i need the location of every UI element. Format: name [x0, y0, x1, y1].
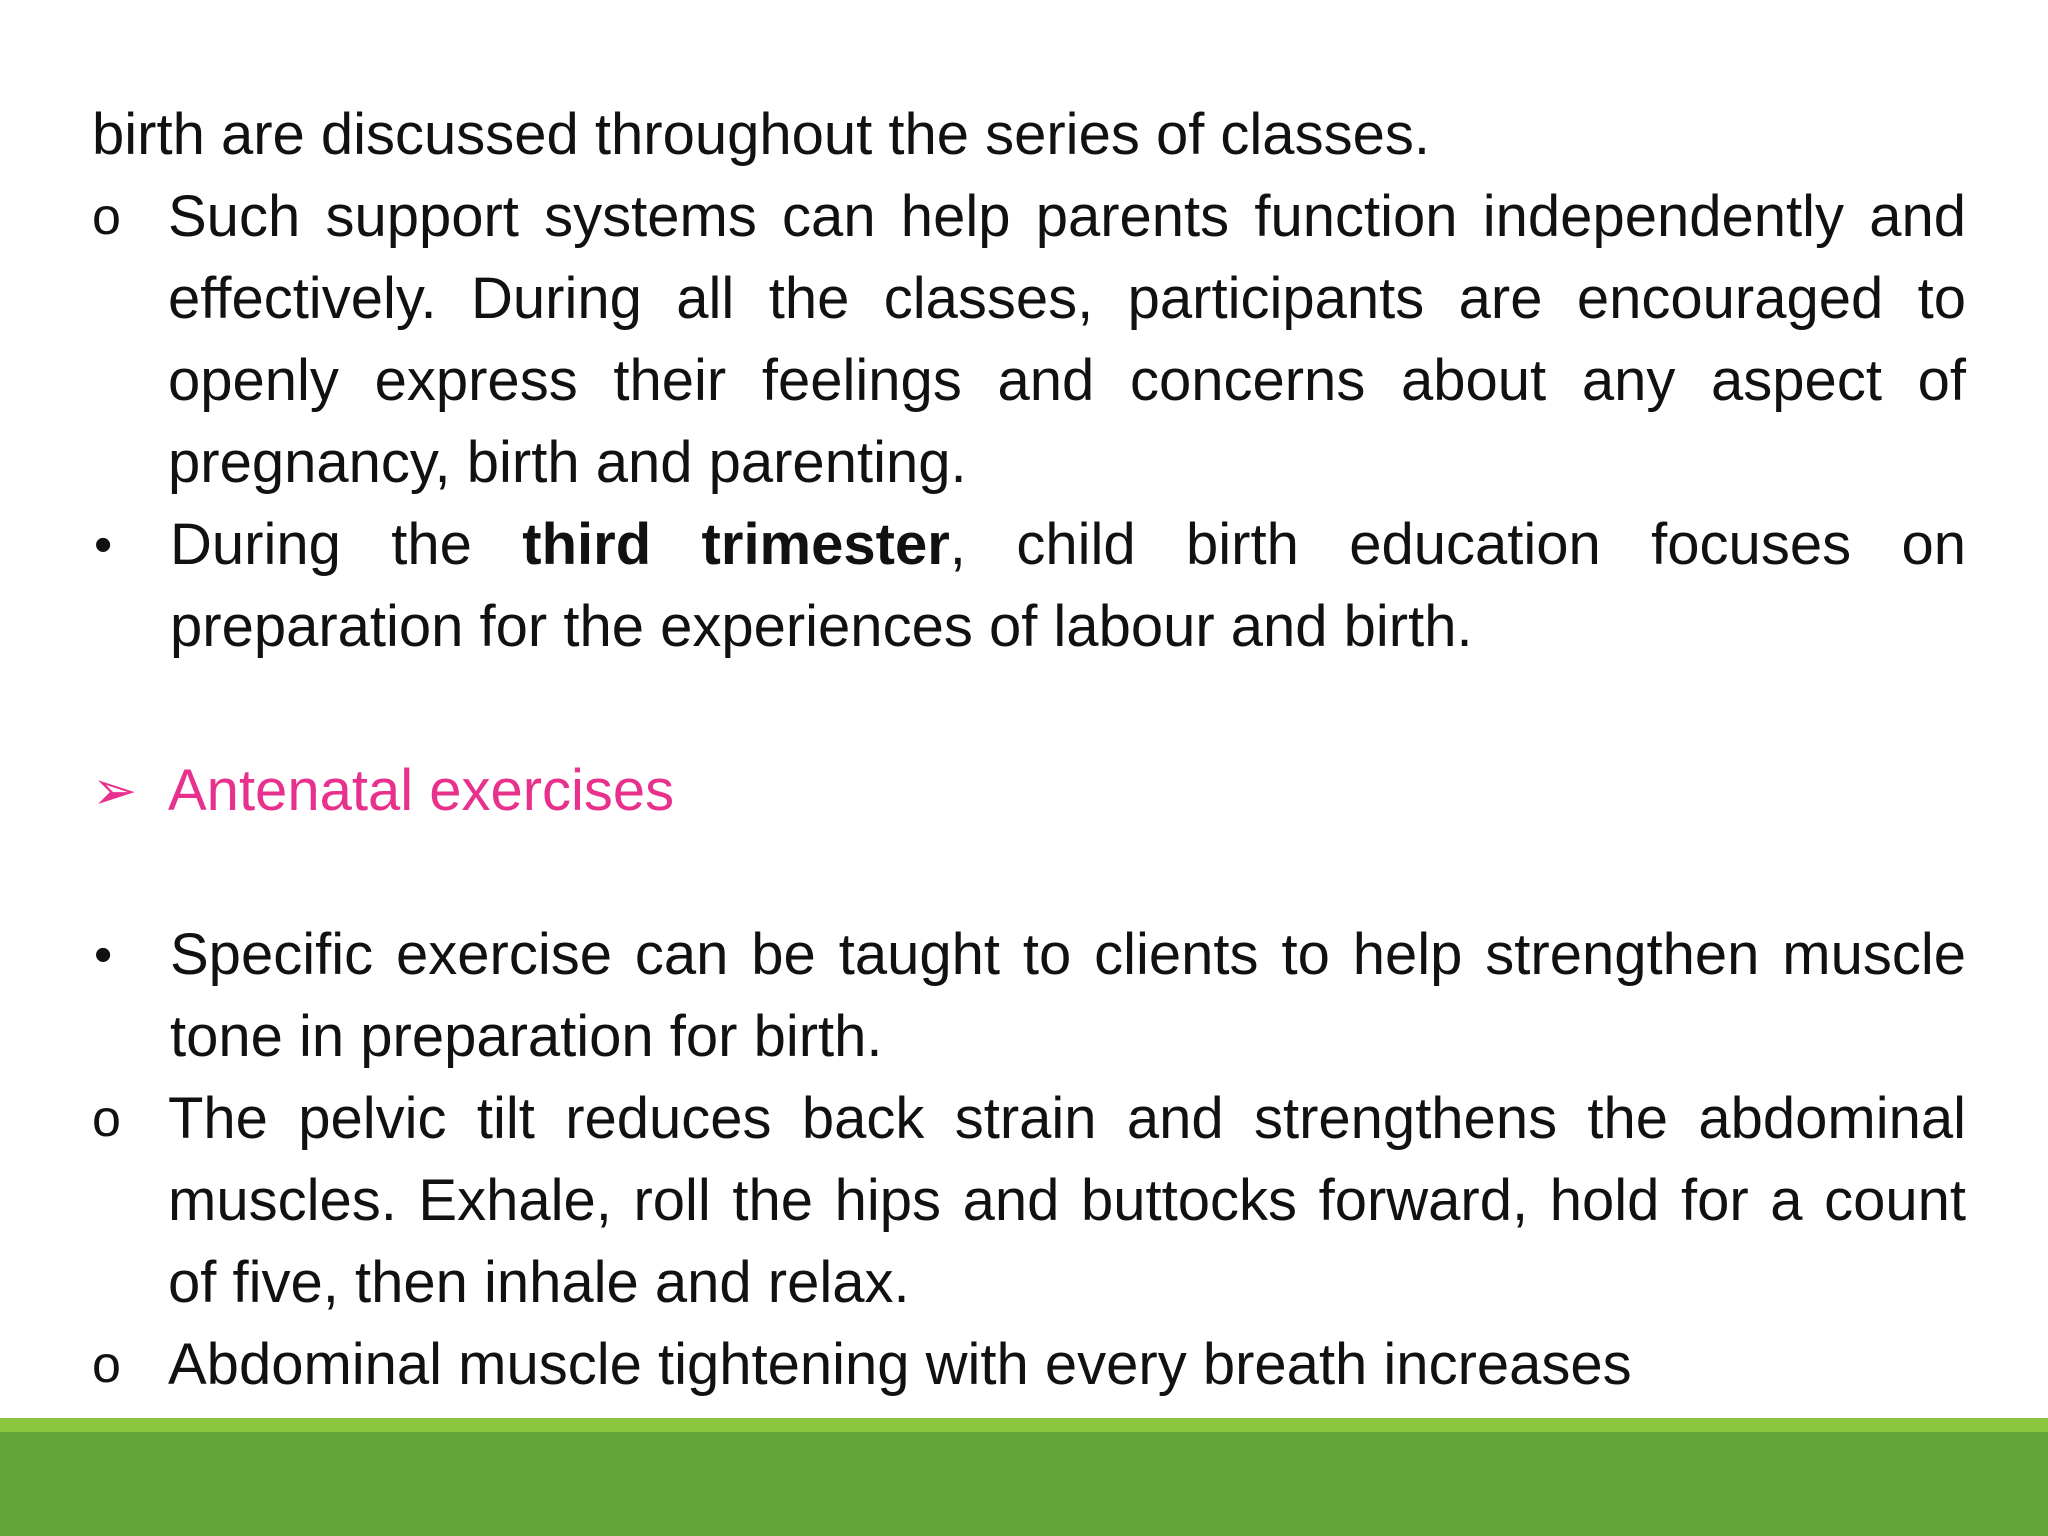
list-item [92, 504, 1966, 668]
list-item-text-end: , child birth education focuses on preparation for the experiences of labour and birth. [170, 512, 1966, 659]
bullet-dot-icon: • [94, 926, 113, 984]
hollow-circle-bullet-icon: o [92, 188, 121, 246]
section-heading [92, 750, 1966, 832]
footer-accent-stripe [0, 1418, 2048, 1432]
list-item-text: Specific exercise can be taught to clients to help strengthen muscle tone in preparation for birth. [170, 922, 1966, 1069]
list-item [92, 1324, 1966, 1406]
hollow-circle-bullet-icon: o [92, 1336, 121, 1394]
list-item-text [170, 504, 1966, 668]
spacer [92, 832, 1966, 914]
list-item [92, 176, 1966, 504]
emphasis-text: third trimester [522, 512, 950, 577]
list-item [92, 1078, 1966, 1324]
hollow-circle-bullet-icon: o [92, 1090, 121, 1148]
list-item [92, 914, 1966, 1078]
list-item-text: Such support systems can help parents function independently and effectively. During all the classes, participants are encouraged to openly express their feelings and concerns about any aspect of pregnancy, birth and parenting. [168, 184, 1966, 495]
list-item-text-start: During the [170, 512, 523, 577]
spacer [92, 668, 1966, 750]
arrow-bullet-icon: ➢ [92, 761, 138, 821]
bullet-dot-icon: • [94, 516, 113, 574]
slide-content [92, 94, 1966, 1406]
section-heading-text: Antenatal exercises [168, 758, 675, 823]
footer-bar [0, 1432, 2048, 1536]
list-item-text: The pelvic tilt reduces back strain and strengthens the abdominal muscles. Exhale, roll the hips and buttocks forward, hold for a count of five, then inhale and relax. [168, 1086, 1966, 1315]
opening-line: birth are discussed throughout the series of classes. [92, 102, 1430, 167]
list-item-text: Abdominal muscle tightening with every breath increases [168, 1332, 1632, 1397]
